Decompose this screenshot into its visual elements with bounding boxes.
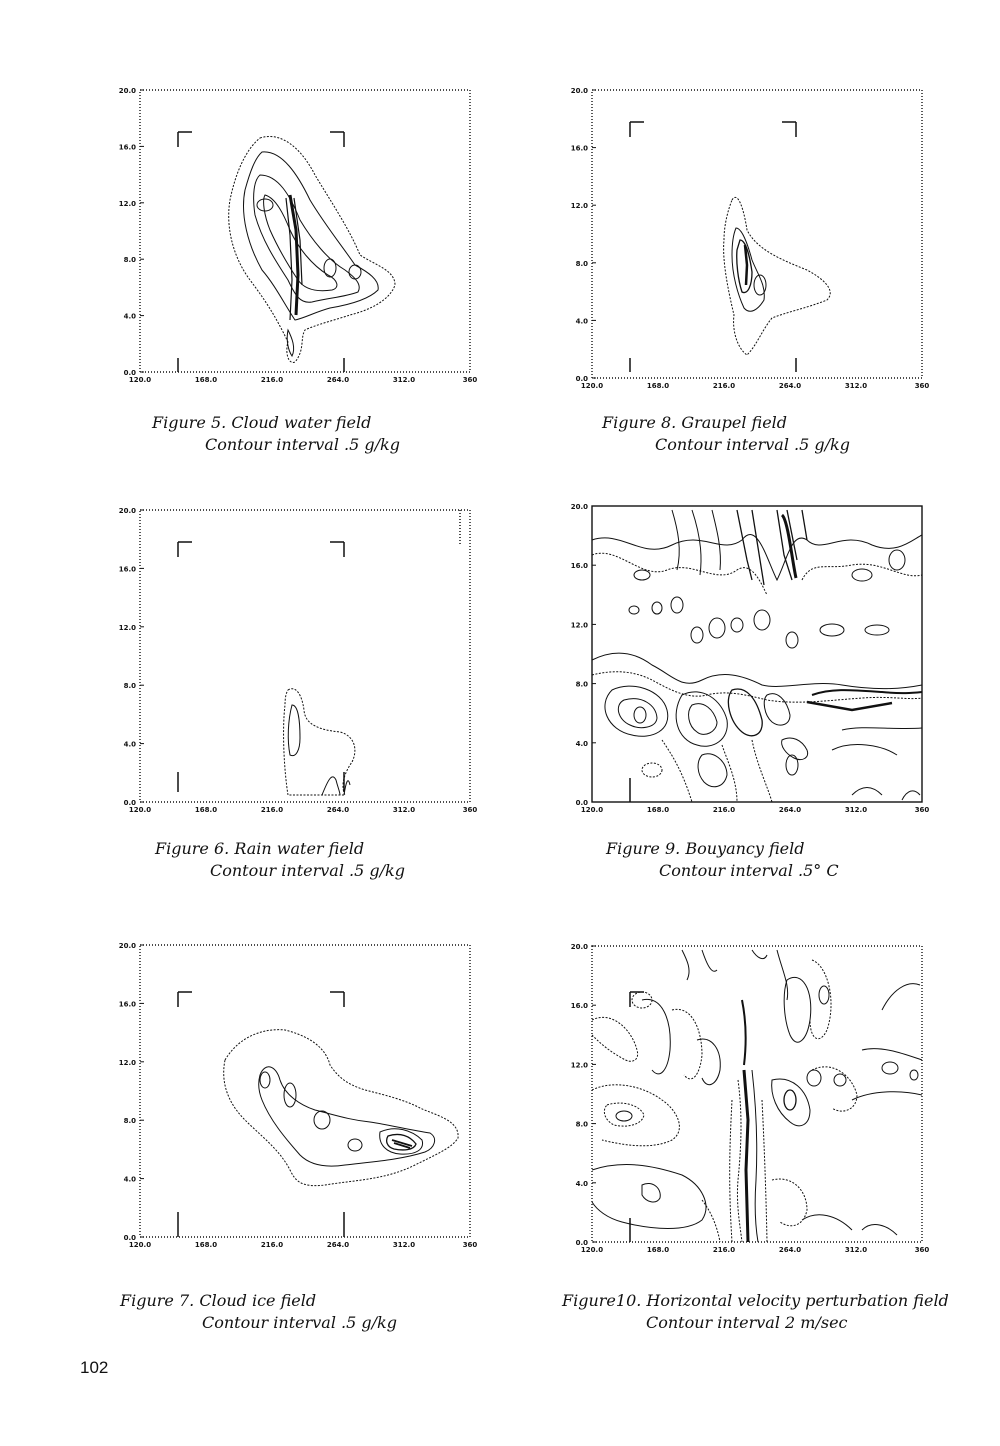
x-tick-label: 120.0 — [128, 806, 152, 814]
x-tick-label: 360 — [914, 1246, 930, 1254]
y-tick-label: 12.0 — [118, 199, 136, 208]
x-tick-label: 264.0 — [778, 382, 802, 390]
x-tick-label: 120.0 — [580, 1246, 604, 1254]
y-tick-label: 20.0 — [570, 503, 588, 511]
figure-9-interval: Contour interval .5° C — [659, 861, 839, 880]
figure-5-title: Cloud water field — [231, 413, 372, 432]
figure-7-title: Cloud ice field — [199, 1291, 317, 1310]
x-tick-label: 120.0 — [580, 806, 604, 814]
figure-8-contour-svg — [552, 80, 932, 400]
y-tick-label: 20.0 — [118, 942, 136, 950]
y-tick-label: 8.0 — [575, 1120, 588, 1129]
y-tick-label: 0.0 — [123, 1234, 136, 1242]
figure-5-caption — [152, 412, 400, 456]
figure-7-label: Figure 7. — [120, 1291, 195, 1310]
y-tick-label: 12.0 — [118, 1058, 136, 1067]
y-tick-label: 0.0 — [123, 369, 136, 377]
figure-6-plot — [100, 500, 480, 820]
y-tick-label: 16.0 — [118, 1000, 136, 1009]
x-tick-label: 360 — [914, 382, 930, 390]
figure-7-plot — [100, 940, 480, 1260]
y-tick-label: 0.0 — [575, 1239, 588, 1247]
figure-8-interval: Contour interval .5 g/kg — [655, 435, 850, 454]
y-tick-label: 12.0 — [570, 621, 588, 630]
figure-8-caption — [602, 412, 850, 456]
figure-9-caption — [606, 838, 839, 882]
y-tick-label: 20.0 — [570, 87, 588, 95]
y-tick-label: 16.0 — [118, 143, 136, 152]
x-tick-label: 360 — [462, 806, 478, 814]
y-tick-label: 16.0 — [570, 1002, 588, 1011]
figure-7-contour-svg — [100, 940, 480, 1260]
x-tick-label: 168.0 — [646, 806, 670, 814]
x-tick-label: 360 — [462, 1241, 478, 1249]
x-tick-label: 120.0 — [128, 1241, 152, 1249]
figure-10-interval: Contour interval 2 m/sec — [646, 1313, 848, 1332]
y-tick-label: 0.0 — [575, 799, 588, 807]
x-tick-label: 216.0 — [712, 806, 736, 814]
figure-9-plot — [552, 500, 932, 820]
y-tick-label: 0.0 — [123, 799, 136, 807]
y-tick-label: 4.0 — [123, 1175, 136, 1184]
y-tick-label: 16.0 — [118, 565, 136, 574]
figure-7-interval: Contour interval .5 g/kg — [202, 1313, 397, 1332]
y-tick-label: 12.0 — [570, 1061, 588, 1070]
x-tick-label: 312.0 — [844, 382, 868, 390]
x-tick-label: 264.0 — [778, 806, 802, 814]
y-tick-label: 0.0 — [575, 375, 588, 383]
x-tick-label: 168.0 — [194, 806, 218, 814]
figure-6-contour-svg — [100, 500, 480, 820]
figure-10-plot — [552, 940, 932, 1260]
x-tick-label: 312.0 — [392, 376, 416, 384]
figure-9-label: Figure 9. — [606, 839, 681, 858]
y-tick-label: 20.0 — [570, 943, 588, 951]
figure-8-plot — [552, 80, 932, 400]
x-tick-label: 120.0 — [580, 382, 604, 390]
y-tick-label: 8.0 — [123, 682, 136, 691]
x-tick-label: 216.0 — [260, 376, 284, 384]
x-tick-label: 360 — [462, 376, 478, 384]
figure-10-label: Figure10. — [562, 1291, 642, 1310]
x-tick-label: 264.0 — [326, 806, 350, 814]
x-tick-label: 360 — [914, 806, 930, 814]
y-tick-label: 12.0 — [118, 623, 136, 632]
figure-10-contour-svg — [552, 940, 932, 1260]
figure-6-label: Figure 6. — [155, 839, 230, 858]
y-tick-label: 4.0 — [123, 740, 136, 749]
y-tick-label: 20.0 — [118, 507, 136, 515]
x-tick-label: 264.0 — [778, 1246, 802, 1254]
figure-5-label: Figure 5. — [152, 413, 227, 432]
page-number: 102 — [80, 1358, 109, 1377]
figure-5-contour-svg — [100, 80, 480, 400]
figure-5-interval: Contour interval .5 g/kg — [205, 435, 400, 454]
x-tick-label: 216.0 — [260, 1241, 284, 1249]
y-tick-label: 12.0 — [570, 202, 588, 211]
y-tick-label: 16.0 — [570, 144, 588, 153]
y-tick-label: 16.0 — [570, 562, 588, 571]
y-tick-label: 8.0 — [123, 256, 136, 265]
y-tick-label: 4.0 — [575, 1179, 588, 1188]
x-tick-label: 168.0 — [646, 382, 670, 390]
x-tick-label: 168.0 — [194, 376, 218, 384]
y-tick-label: 8.0 — [575, 680, 588, 689]
x-tick-label: 264.0 — [326, 1241, 350, 1249]
figure-10-title: Horizontal velocity perturbation field — [646, 1291, 949, 1310]
x-tick-label: 168.0 — [646, 1246, 670, 1254]
y-tick-label: 4.0 — [123, 312, 136, 321]
y-tick-label: 8.0 — [123, 1117, 136, 1126]
y-tick-label: 4.0 — [575, 739, 588, 748]
x-tick-label: 168.0 — [194, 1241, 218, 1249]
x-tick-label: 216.0 — [260, 806, 284, 814]
figure-8-label: Figure 8. — [602, 413, 677, 432]
x-tick-label: 312.0 — [392, 1241, 416, 1249]
figure-8-title: Graupel field — [681, 413, 788, 432]
figure-9-title: Bouyancy field — [685, 839, 805, 858]
y-tick-label: 8.0 — [575, 259, 588, 268]
y-tick-label: 20.0 — [118, 87, 136, 95]
figure-6-title: Rain water field — [234, 839, 365, 858]
figure-9-contour-svg — [552, 500, 932, 820]
x-tick-label: 312.0 — [844, 806, 868, 814]
x-tick-label: 216.0 — [712, 382, 736, 390]
figure-6-interval: Contour interval .5 g/kg — [210, 861, 405, 880]
x-tick-label: 120.0 — [128, 376, 152, 384]
figure-5-plot — [100, 80, 480, 400]
figure-10-caption — [562, 1290, 949, 1334]
figure-7-caption — [120, 1290, 397, 1334]
x-tick-label: 312.0 — [844, 1246, 868, 1254]
x-tick-label: 312.0 — [392, 806, 416, 814]
y-tick-label: 4.0 — [575, 317, 588, 326]
x-tick-label: 216.0 — [712, 1246, 736, 1254]
x-tick-label: 264.0 — [326, 376, 350, 384]
figure-6-caption — [155, 838, 405, 882]
